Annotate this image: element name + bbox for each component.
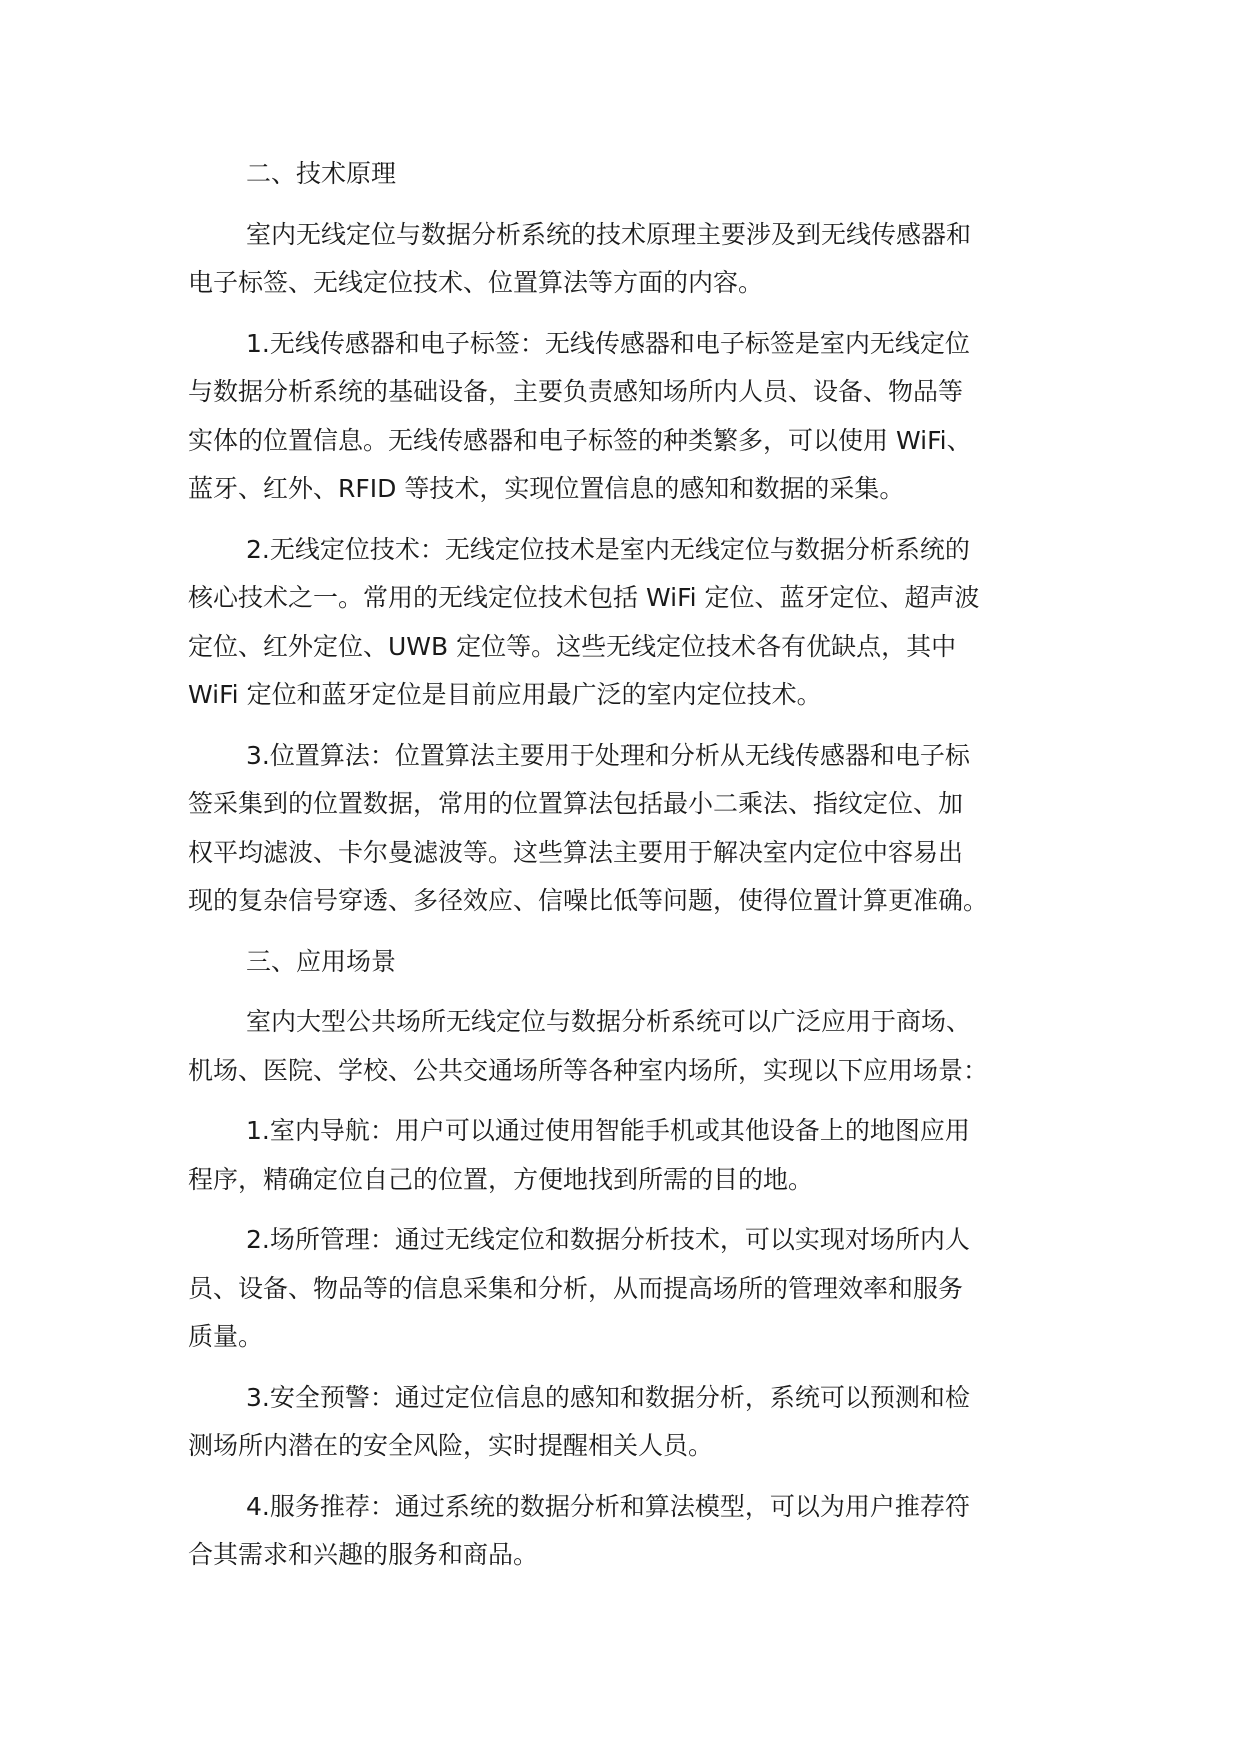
text-line: 1.室内导航：用户可以通过使用智能手机或其他设备上的地图应用: [246, 1116, 970, 1145]
section-heading-principles: 二、技术原理: [246, 159, 397, 188]
text-line: 4.服务推荐：通过系统的数据分析和算法模型，可以为用户推荐符: [246, 1491, 970, 1521]
list-item-venue-management: [188, 1216, 1068, 1362]
text-line: 电子标签、无线定位技术、位置算法等方面的内容。: [188, 268, 764, 297]
text-line: WiFi 定位和蓝牙定位是目前应用最广泛的室内定位技术。: [188, 680, 822, 709]
section-intro-scenarios: [188, 998, 1068, 1095]
text-line: 现的复杂信号穿透、多径效应、信噪比低等问题，使得位置计算更准确。: [188, 886, 989, 915]
list-item-safety-alert: [188, 1374, 1068, 1471]
text-line: 2.场所管理：通过无线定位和数据分析技术，可以实现对场所内人: [246, 1225, 970, 1254]
text-line: 机场、医院、学校、公共交通场所等各种室内场所，实现以下应用场景：: [188, 1055, 989, 1085]
list-item-wireless-sensors: [188, 320, 1068, 514]
text-line: 签采集到的位置数据，常用的位置算法包括最小二乘法、指纹定位、加: [188, 789, 964, 818]
list-item-service-recommendation: [188, 1483, 1068, 1580]
list-item-positioning-tech: [188, 526, 1068, 720]
text-line: 定位、红外定位、UWB 定位等。这些无线定位技术各有优缺点，其中: [188, 631, 957, 661]
text-line: 合其需求和兴趣的服务和商品。: [188, 1540, 539, 1569]
text-line: 核心技术之一。常用的无线定位技术包括 WiFi 定位、蓝牙定位、超声波: [188, 583, 980, 612]
text-line: 1.无线传感器和电子标签：无线传感器和电子标签是室内无线定位: [246, 328, 970, 358]
list-item-position-algorithms: [188, 732, 1068, 926]
section-intro-principles: [188, 211, 1068, 308]
text-line: 权平均滤波、卡尔曼滤波等。这些算法主要用于解决室内定位中容易出: [188, 837, 964, 867]
document-page: [188, 150, 1068, 1592]
text-line: 与数据分析系统的基础设备，主要负责感知场所内人员、设备、物品等: [188, 377, 964, 406]
text-line: 蓝牙、红外、RFID 等技术，实现位置信息的感知和数据的采集。: [188, 474, 905, 503]
section-heading-scenarios: 三、应用场景: [246, 946, 397, 976]
text-line: 室内无线定位与数据分析系统的技术原理主要涉及到无线传感器和: [246, 219, 972, 249]
text-line: 2.无线定位技术：无线定位技术是室内无线定位与数据分析系统的: [246, 534, 970, 564]
text-line: 员、设备、物品等的信息采集和分析，从而提高场所的管理效率和服务: [188, 1273, 964, 1303]
text-line: 室内大型公共场所无线定位与数据分析系统可以广泛应用于商场、: [246, 1007, 972, 1036]
text-line: 程序，精确定位自己的位置，方便地找到所需的目的地。: [188, 1164, 814, 1194]
text-line: 实体的位置信息。无线传感器和电子标签的种类繁多，可以使用 WiFi、: [188, 425, 972, 455]
text-line: 质量。: [188, 1322, 264, 1351]
list-item-indoor-navigation: [188, 1107, 1068, 1204]
text-line: 测场所内潜在的安全风险，实时提醒相关人员。: [188, 1431, 714, 1460]
text-line: 3.位置算法：位置算法主要用于处理和分析从无线传感器和电子标: [246, 740, 970, 770]
text-line: 3.安全预警：通过定位信息的感知和数据分析，系统可以预测和检: [246, 1382, 970, 1412]
